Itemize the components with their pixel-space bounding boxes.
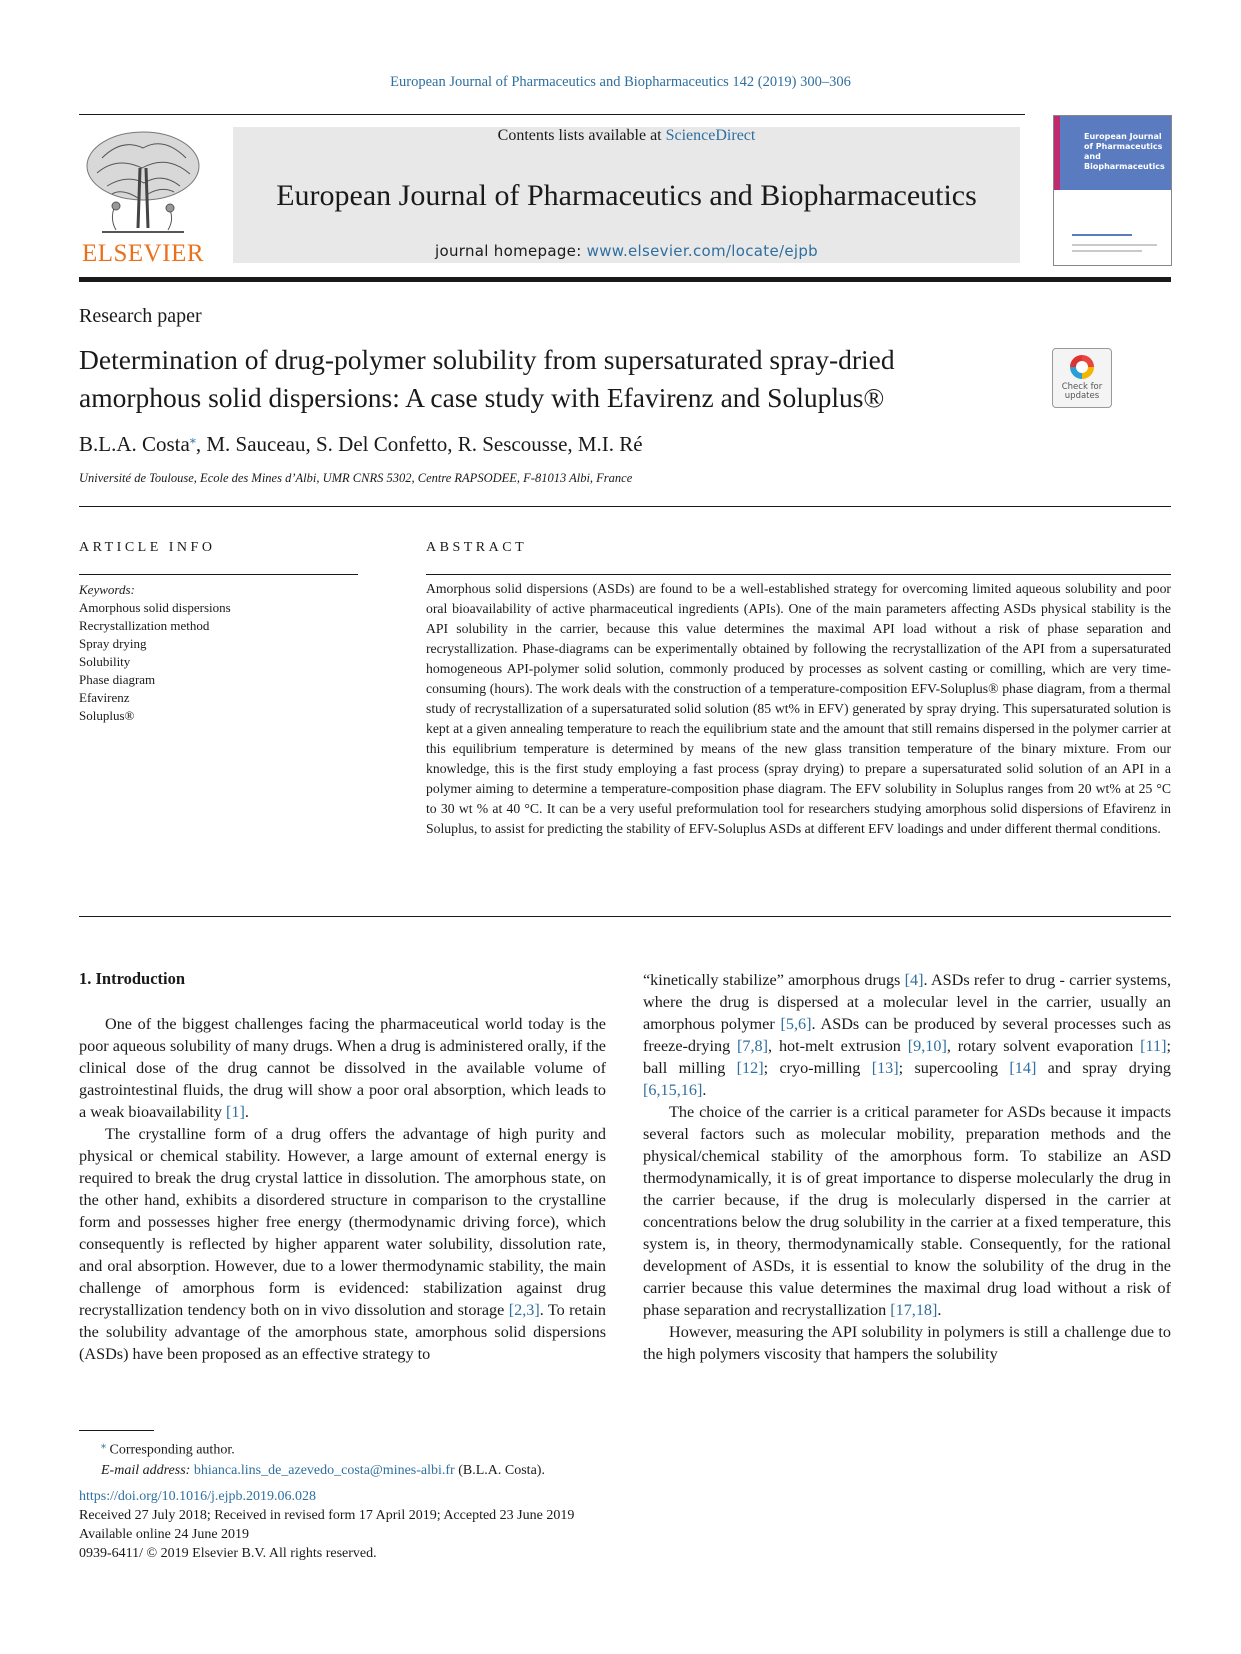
paragraph-text: The crystalline form of a drug offers the advantage of high purity and physical or chemical stability. However, a large amount of external energy is required to break the drug crystal lattice in dissolution. The amorphous state, on the other hand, exhibits a disordered structure in comparison to the crystalline form and possesses higher free energy (thermodynamic driving force), which consequently is reflected by higher apparent water solubility, dissolution rate, and oral absorption. However, due to a lower thermodynamic stability, the main challenge of amorphous form is evidenced: stabilization against drug recrystallization tendency both on in vivo dissolution and storage	[79, 1125, 606, 1319]
keywords	[79, 581, 349, 725]
footnote	[79, 1436, 545, 1481]
article-title-line-1: Determination of drug-polymer solubility from supersaturated spray-dried	[79, 344, 895, 375]
citation-link[interactable]: [6,15,16]	[643, 1081, 703, 1099]
keyword-item: Recrystallization method	[79, 618, 210, 633]
keyword-item: Solubility	[79, 654, 131, 669]
running-header: European Journal of Pharmaceutics and Biopharmaceutics 142 (2019) 300–306	[390, 74, 851, 90]
paragraph	[643, 969, 1171, 1101]
citation-link[interactable]: [2,3]	[508, 1301, 540, 1319]
body-column-right	[643, 969, 1171, 1365]
citation-link[interactable]: [1]	[225, 1103, 245, 1121]
paragraph-text: .	[702, 1081, 707, 1099]
paragraph-text: and spray drying	[1036, 1059, 1172, 1077]
email-suffix: (B.L.A. Costa).	[454, 1462, 545, 1478]
first-author[interactable]: B.L.A. Costa	[79, 432, 190, 456]
affiliation: Université de Toulouse, Ecole des Mines d’Albi, UMR CNRS 5302, Centre RAPSODEE, F-81013 Albi, France	[79, 471, 633, 485]
paragraph-text: .	[244, 1103, 249, 1121]
doi-link[interactable]: https://doi.org/10.1016/j.ejpb.2019.06.028	[79, 1489, 316, 1504]
received-dates: Received 27 July 2018; Received in revised form 17 April 2019; Accepted 23 June 2019	[79, 1508, 575, 1523]
homepage-link[interactable]: www.elsevier.com/locate/ejpb	[586, 242, 818, 260]
paragraph-text: ; supercooling	[898, 1059, 1010, 1077]
footnote-marker: ⁎	[101, 1440, 106, 1451]
check-for-updates-button[interactable]: Check for updates	[1052, 348, 1112, 408]
abstract-text: Amorphous solid dispersions (ASDs) are found to be a well-established strategy for overcoming limited aqueous solubility and poor oral bioavailability of active pharmaceutical ingredients (APIs). One of the main parameters affecting ASDs physical stability is the API solubility in the carrier, because this value determines the maximal API load without a risk of phase separation and recrystallization. Phase-diagrams can be experimentally obtained by following the recrystallization of the API from a supersaturated homogeneous API-polymer solid solution, commonly produced by processes as solvent casting or comilling, which are very time-consuming (hours). The work deals with the construction of a temperature-composition EFV-Soluplus® phase diagram, from a thermal study of recrystallization of a supersaturated solid solution (85 wt% in EFV) generated by spray drying. This supersaturated solution is kept at a given annealing temperature to reach the equilibrium state and the amount that still remains dispersed in the polymer carrier at this equilibrium temperature is determined by means of the new glass transition temperature of the binary mixture. From our knowledge, this is the first study employing a fast process (spray drying) to prepare a supersaturated solid solution of an API in a polymer aiming to determine a temperature-composition phase diagram. The EFV solubility in Soluplus ranges from 20 wt% at 25 °C to 30 wt % at 40 °C. It can be a very useful preformulation tool for researchers studying amorphous solid dispersions of Efavirenz in Soluplus, to assist for predicting the stability of EFV-Soluplus ASDs at different EFV loadings and under different thermal conditions.	[426, 581, 1171, 836]
paragraph-text: , hot-melt extrusion	[768, 1037, 908, 1055]
homepage-prefix: journal homepage:	[435, 242, 587, 260]
cover-title: European Journal of Pharmaceutics and Biopharmaceutics	[1084, 132, 1165, 171]
paragraph	[643, 1101, 1171, 1321]
corresponding-marker[interactable]: ⁎	[189, 432, 196, 446]
publisher-wordmark: ELSEVIER	[81, 240, 205, 267]
paragraph-text: , rotary solvent evaporation	[946, 1037, 1141, 1055]
elsevier-logo	[78, 128, 208, 268]
body-column-left	[79, 1013, 606, 1365]
header-rule	[79, 114, 1025, 115]
paragraph-text: The choice of the carrier is a critical parameter for ASDs because it impacts several factors such as molecular mobility, preparation methods and the physical/chemical stability of the amorphous form. To stabilize an ASD thermodynamically, it is of great importance to disperse molecularly the drug in the carrier because, if the drug is molecularly dispersed in the carrier at concentrations below the drug solubility in the carrier at a fixed temperature, this system is, in theory, thermodynamically stable. Consequently, for the rational development of ASDs, it is essential to know the solubility of the drug in the carrier because this value determines the maximal drug load without a risk of phase separation and recrystallization	[643, 1103, 1171, 1319]
paragraph	[79, 1123, 606, 1365]
keyword-item: Spray drying	[79, 636, 147, 651]
available-online: Available online 24 June 2019	[79, 1527, 250, 1542]
paragraph-text: However, measuring the API solubility in polymers is still a challenge due to the high polymers viscosity that hampers the solubility	[643, 1323, 1171, 1363]
citation-link[interactable]: [14]	[1009, 1059, 1037, 1077]
journal-cover-thumbnail[interactable]	[1053, 115, 1172, 266]
contents-line	[233, 127, 1020, 145]
section-heading-introduction: 1. Introduction	[79, 969, 186, 988]
journal-title: European Journal of Pharmaceutics and Biopharmaceutics	[276, 179, 977, 212]
contents-prefix: Contents lists available at	[497, 127, 666, 144]
abstract-heading: ABSTRACT	[426, 540, 528, 555]
keyword-item: Phase diagram	[79, 672, 156, 687]
corresponding-author-note: Corresponding author.	[106, 1442, 235, 1458]
divider	[426, 574, 1171, 575]
paragraph-text: . ASDs refer to drug - carrier systems, where the drug is dispersed at a molecular level in the carrier, usually an amorphous polymer	[643, 971, 1171, 1033]
citation-link[interactable]: [7,8]	[737, 1037, 769, 1055]
masthead	[233, 127, 1020, 263]
article-meta	[79, 1487, 574, 1563]
article-title	[79, 341, 1039, 417]
email-link[interactable]: bhianca.lins_de_azevedo_costa@mines-albi.fr	[193, 1462, 455, 1478]
citation-link[interactable]: [11]	[1140, 1037, 1167, 1055]
citation-link[interactable]: [12]	[736, 1059, 764, 1077]
other-authors: , M. Sauceau, S. Del Confetto, R. Sescousse, M.I. Ré	[195, 432, 643, 456]
divider	[79, 574, 358, 575]
paragraph-text: . To retain the solubility advantage of the amorphous state, amorphous solid dispersions (ASDs) have been proposed as an effective strategy to	[79, 1301, 606, 1363]
article-title-line-2: amorphous solid dispersions: A case study with Efavirenz and Soluplus®	[79, 382, 885, 413]
author-list	[79, 432, 643, 457]
elsevier-tree-icon	[82, 128, 204, 238]
keyword-item: Amorphous solid dispersions	[79, 600, 231, 615]
citation-link[interactable]: [9,10]	[907, 1037, 947, 1055]
divider	[79, 506, 1171, 507]
citation-link[interactable]: [17,18]	[890, 1301, 938, 1319]
paragraph-text: ; ball milling	[643, 1037, 1171, 1077]
paragraph-text: .	[937, 1301, 942, 1319]
article-info-heading: ARTICLE INFO	[79, 540, 216, 555]
citation-link[interactable]: [5,6]	[780, 1015, 812, 1033]
paragraph-text: “kinetically stabilize” amorphous drugs	[643, 971, 905, 989]
paragraph	[643, 1321, 1171, 1365]
keywords-label: Keywords:	[79, 582, 135, 597]
citation-link[interactable]: [4]	[904, 971, 924, 989]
email-label: E-mail address:	[101, 1462, 194, 1478]
paragraph-text: One of the biggest challenges facing the pharmaceutical world today is the poor aqueous solubility of many drugs. When a drug is administered orally, if the clinical dose of the drug cannot be dissolved in the available volume of gastrointestinal fluids, the drug will show a poor oral absorption, which leads to a weak bioavailability	[79, 1015, 606, 1121]
copyright: 0939-6411/ © 2019 Elsevier B.V. All rights reserved.	[79, 1546, 377, 1561]
paragraph	[79, 1013, 606, 1123]
keyword-item: Soluplus®	[79, 708, 135, 723]
sciencedirect-link[interactable]: ScienceDirect	[665, 127, 756, 144]
article-type: Research paper	[79, 305, 202, 327]
masthead-rule	[79, 277, 1171, 282]
citation-link[interactable]: [13]	[871, 1059, 899, 1077]
divider	[79, 916, 1171, 917]
keyword-item: Efavirenz	[79, 690, 130, 705]
footnote-rule	[79, 1430, 154, 1431]
paragraph-text: ; cryo-milling	[763, 1059, 872, 1077]
paragraph-text: . ASDs can be produced by several processes such as freeze-drying	[643, 1015, 1171, 1055]
homepage-line	[233, 242, 1020, 260]
